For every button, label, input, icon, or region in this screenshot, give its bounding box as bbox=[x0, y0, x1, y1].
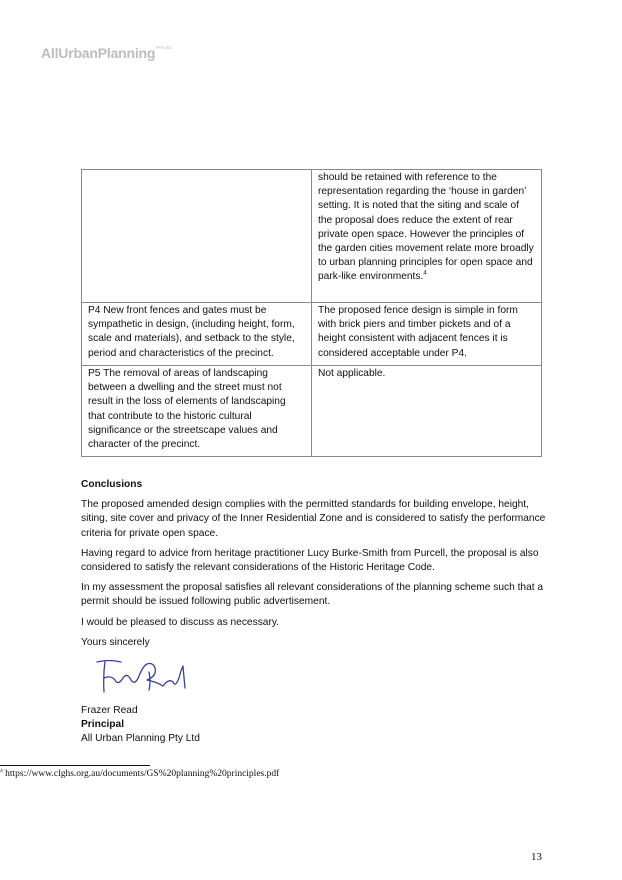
company-logo bbox=[41, 45, 171, 61]
response-text: should be retained with reference to the representation regarding the ‘house in garden’ setting. It is noted that the siting and scale of the proposal does reduce the extent of rear private open space. However the principles of the garden cities movement relate more broadly to urban planning principles for open space and park-like environments. bbox=[318, 172, 534, 283]
signature-block bbox=[81, 704, 551, 746]
conclusion-paragraph: Having regard to advice from heritage practitioner Lucy Burke-Smith from Purcell, the proposal is also considered to satisfy the relevant considerations of the Historic Heritage Code. bbox=[81, 547, 539, 574]
criteria-table bbox=[81, 169, 542, 457]
table-cell-response bbox=[312, 170, 542, 303]
table-cell-response: Not applicable. bbox=[312, 366, 542, 457]
table-cell-criterion: P4 New front fences and gates must be sympathetic in design, (including height, form, scale and materials), and setback to the style, period and characteristics of the precinct. bbox=[82, 303, 312, 366]
signatory-title: Principal bbox=[81, 719, 125, 731]
conclusion-paragraph: I would be pleased to discuss as necessary. bbox=[81, 616, 280, 628]
signatory-company: All Urban Planning Pty Ltd bbox=[81, 733, 200, 745]
logo-text: AllUrbanPlanning bbox=[41, 45, 156, 61]
table-cell-criterion bbox=[82, 170, 312, 303]
footnote-ref[interactable]: 4 bbox=[423, 271, 427, 278]
logo-tm: PTY LTD bbox=[156, 45, 172, 50]
table-row bbox=[82, 170, 542, 303]
signatory-name: Frazer Read bbox=[81, 705, 138, 717]
page-number: 13 bbox=[531, 851, 542, 863]
footnote bbox=[0, 769, 279, 779]
table-cell-response: The proposed fence design is simple in form with brick piers and timber pickets and of a height consistent with adjacent fences it is considered acceptable under P4. bbox=[312, 303, 542, 366]
footnote-number: 4 bbox=[0, 767, 3, 774]
table-row bbox=[82, 366, 542, 457]
table-row bbox=[82, 303, 542, 366]
closing-salutation: Yours sincerely bbox=[81, 636, 150, 648]
conclusions-heading: Conclusions bbox=[81, 479, 143, 490]
footnote-divider bbox=[0, 765, 150, 766]
signature-image bbox=[87, 656, 197, 698]
conclusion-paragraph: The proposed amended design complies with the permitted standards for building envelope, height, siting, site cover and privacy of the Inner Residential Zone and is considered to satisfy the performance criteria for private open space. bbox=[81, 499, 546, 539]
conclusions-section bbox=[81, 478, 551, 746]
table-cell-criterion: P5 The removal of areas of landscaping between a dwelling and the street must not result in the loss of elements of landscaping that contribute to the historic cultural significance or the streetscape values and character of the precinct. bbox=[82, 366, 312, 457]
footnote-link[interactable]: https://www.clghs.org.au/documents/GS%20planning%20principles.pdf bbox=[5, 769, 280, 779]
conclusion-paragraph: In my assessment the proposal satisfies all relevant considerations of the planning scheme such that a permit should be issued following public advertisement. bbox=[81, 582, 544, 608]
